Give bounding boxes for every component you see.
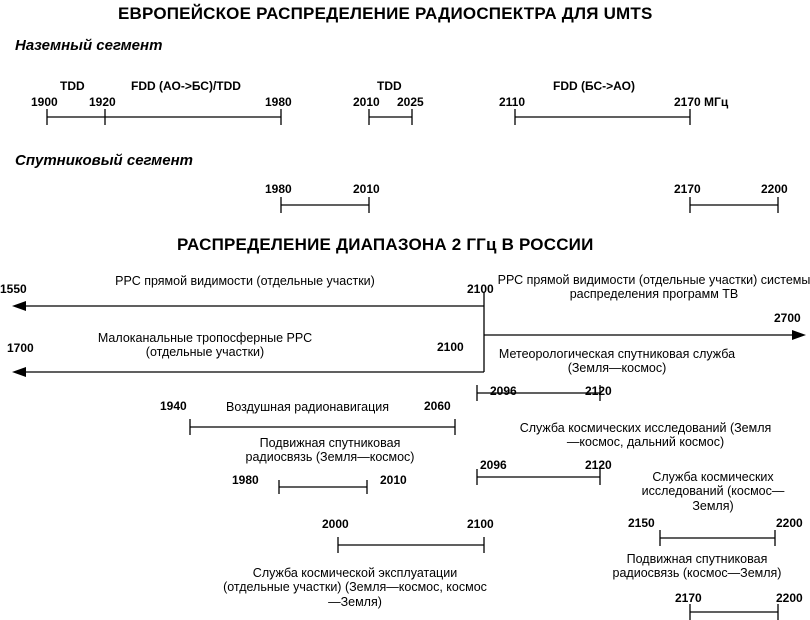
arrowhead-left-2	[12, 367, 26, 377]
freq-2100-b: 2100	[437, 340, 464, 354]
service-airnav: Воздушная радионавигация	[225, 400, 390, 414]
service-rrs-left: РРС прямой видимости (отдельные участки)	[115, 274, 375, 288]
service-space-research-down: Служба космических исследований (космос—Земля)	[641, 470, 785, 513]
freq-2000: 2000	[322, 517, 349, 531]
freq-2150: 2150	[628, 516, 655, 530]
tick-label-1920: 1920	[89, 95, 116, 109]
service-mobile-sat-down: Подвижная спутниковая радиосвязь (космос—Земля)	[612, 552, 782, 581]
tick-label-2025: 2025	[397, 95, 424, 109]
freq-2096-b: 2096	[480, 458, 507, 472]
service-meteo: Метеорологическая спутниковая служба (Земля—космос)	[498, 347, 736, 376]
freq-2060: 2060	[424, 399, 451, 413]
freq-2120-a: 2120	[585, 384, 612, 398]
service-mobile-sat-up: Подвижная спутниковая радиосвязь (Земля—космос)	[245, 436, 415, 465]
band-fdd-down: FDD (БС->АО)	[553, 79, 635, 93]
freq-2120-b: 2120	[585, 458, 612, 472]
band-tdd-2: TDD	[377, 79, 402, 93]
freq-2010: 2010	[380, 473, 407, 487]
sat-tick-2170: 2170	[674, 182, 701, 196]
freq-1980: 1980	[232, 473, 259, 487]
sat-tick-2010: 2010	[353, 182, 380, 196]
band-fdd-up: FDD (АО->БС)/TDD	[131, 79, 241, 93]
freq-1700: 1700	[7, 341, 34, 355]
freq-2100-c: 2100	[467, 517, 494, 531]
ru-title: РАСПРЕДЕЛЕНИЕ ДИАПАЗОНА 2 ГГц В РОССИИ	[177, 235, 594, 254]
tick-label-1900: 1900	[31, 95, 58, 109]
tick-label-1980: 1980	[265, 95, 292, 109]
service-space-ops: Служба космической эксплуатации (отдельные участки) (Земля—космос, космос—Земля)	[223, 566, 487, 609]
tick-label-2010: 2010	[353, 95, 380, 109]
freq-2200-b: 2200	[776, 591, 803, 605]
sat-tick-2200: 2200	[761, 182, 788, 196]
service-space-research: Служба космических исследований (Земля—космос, дальний космос)	[519, 421, 772, 450]
ground-segment-label: Наземный сегмент	[15, 37, 163, 54]
freq-2170: 2170	[675, 591, 702, 605]
freq-2100-a: 2100	[467, 282, 494, 296]
sat-tick-1980: 1980	[265, 182, 292, 196]
arrowhead-left-1	[12, 301, 26, 311]
freq-2096-a: 2096	[490, 384, 517, 398]
freq-2700: 2700	[774, 311, 801, 325]
tick-label-2170: 2170 МГц	[674, 95, 729, 109]
satellite-segment-label: Спутниковый сегмент	[15, 152, 194, 169]
service-rrs-right: РРС прямой видимости (отдельные участки) системы распределения программ ТВ	[497, 273, 810, 302]
freq-2200-a: 2200	[776, 516, 803, 530]
band-tdd-1: TDD	[60, 79, 85, 93]
eu-title: ЕВРОПЕЙСКОЕ РАСПРЕДЕЛЕНИЕ РАДИОСПЕКТРА ДЛЯ UMTS	[118, 4, 653, 23]
freq-1940: 1940	[160, 399, 187, 413]
tick-label-2110: 2110	[499, 95, 526, 109]
freq-1550: 1550	[0, 282, 27, 296]
arrowhead-right	[792, 330, 806, 340]
service-tropo: Малоканальные тропосферные РРС (отдельные участки)	[97, 331, 313, 360]
